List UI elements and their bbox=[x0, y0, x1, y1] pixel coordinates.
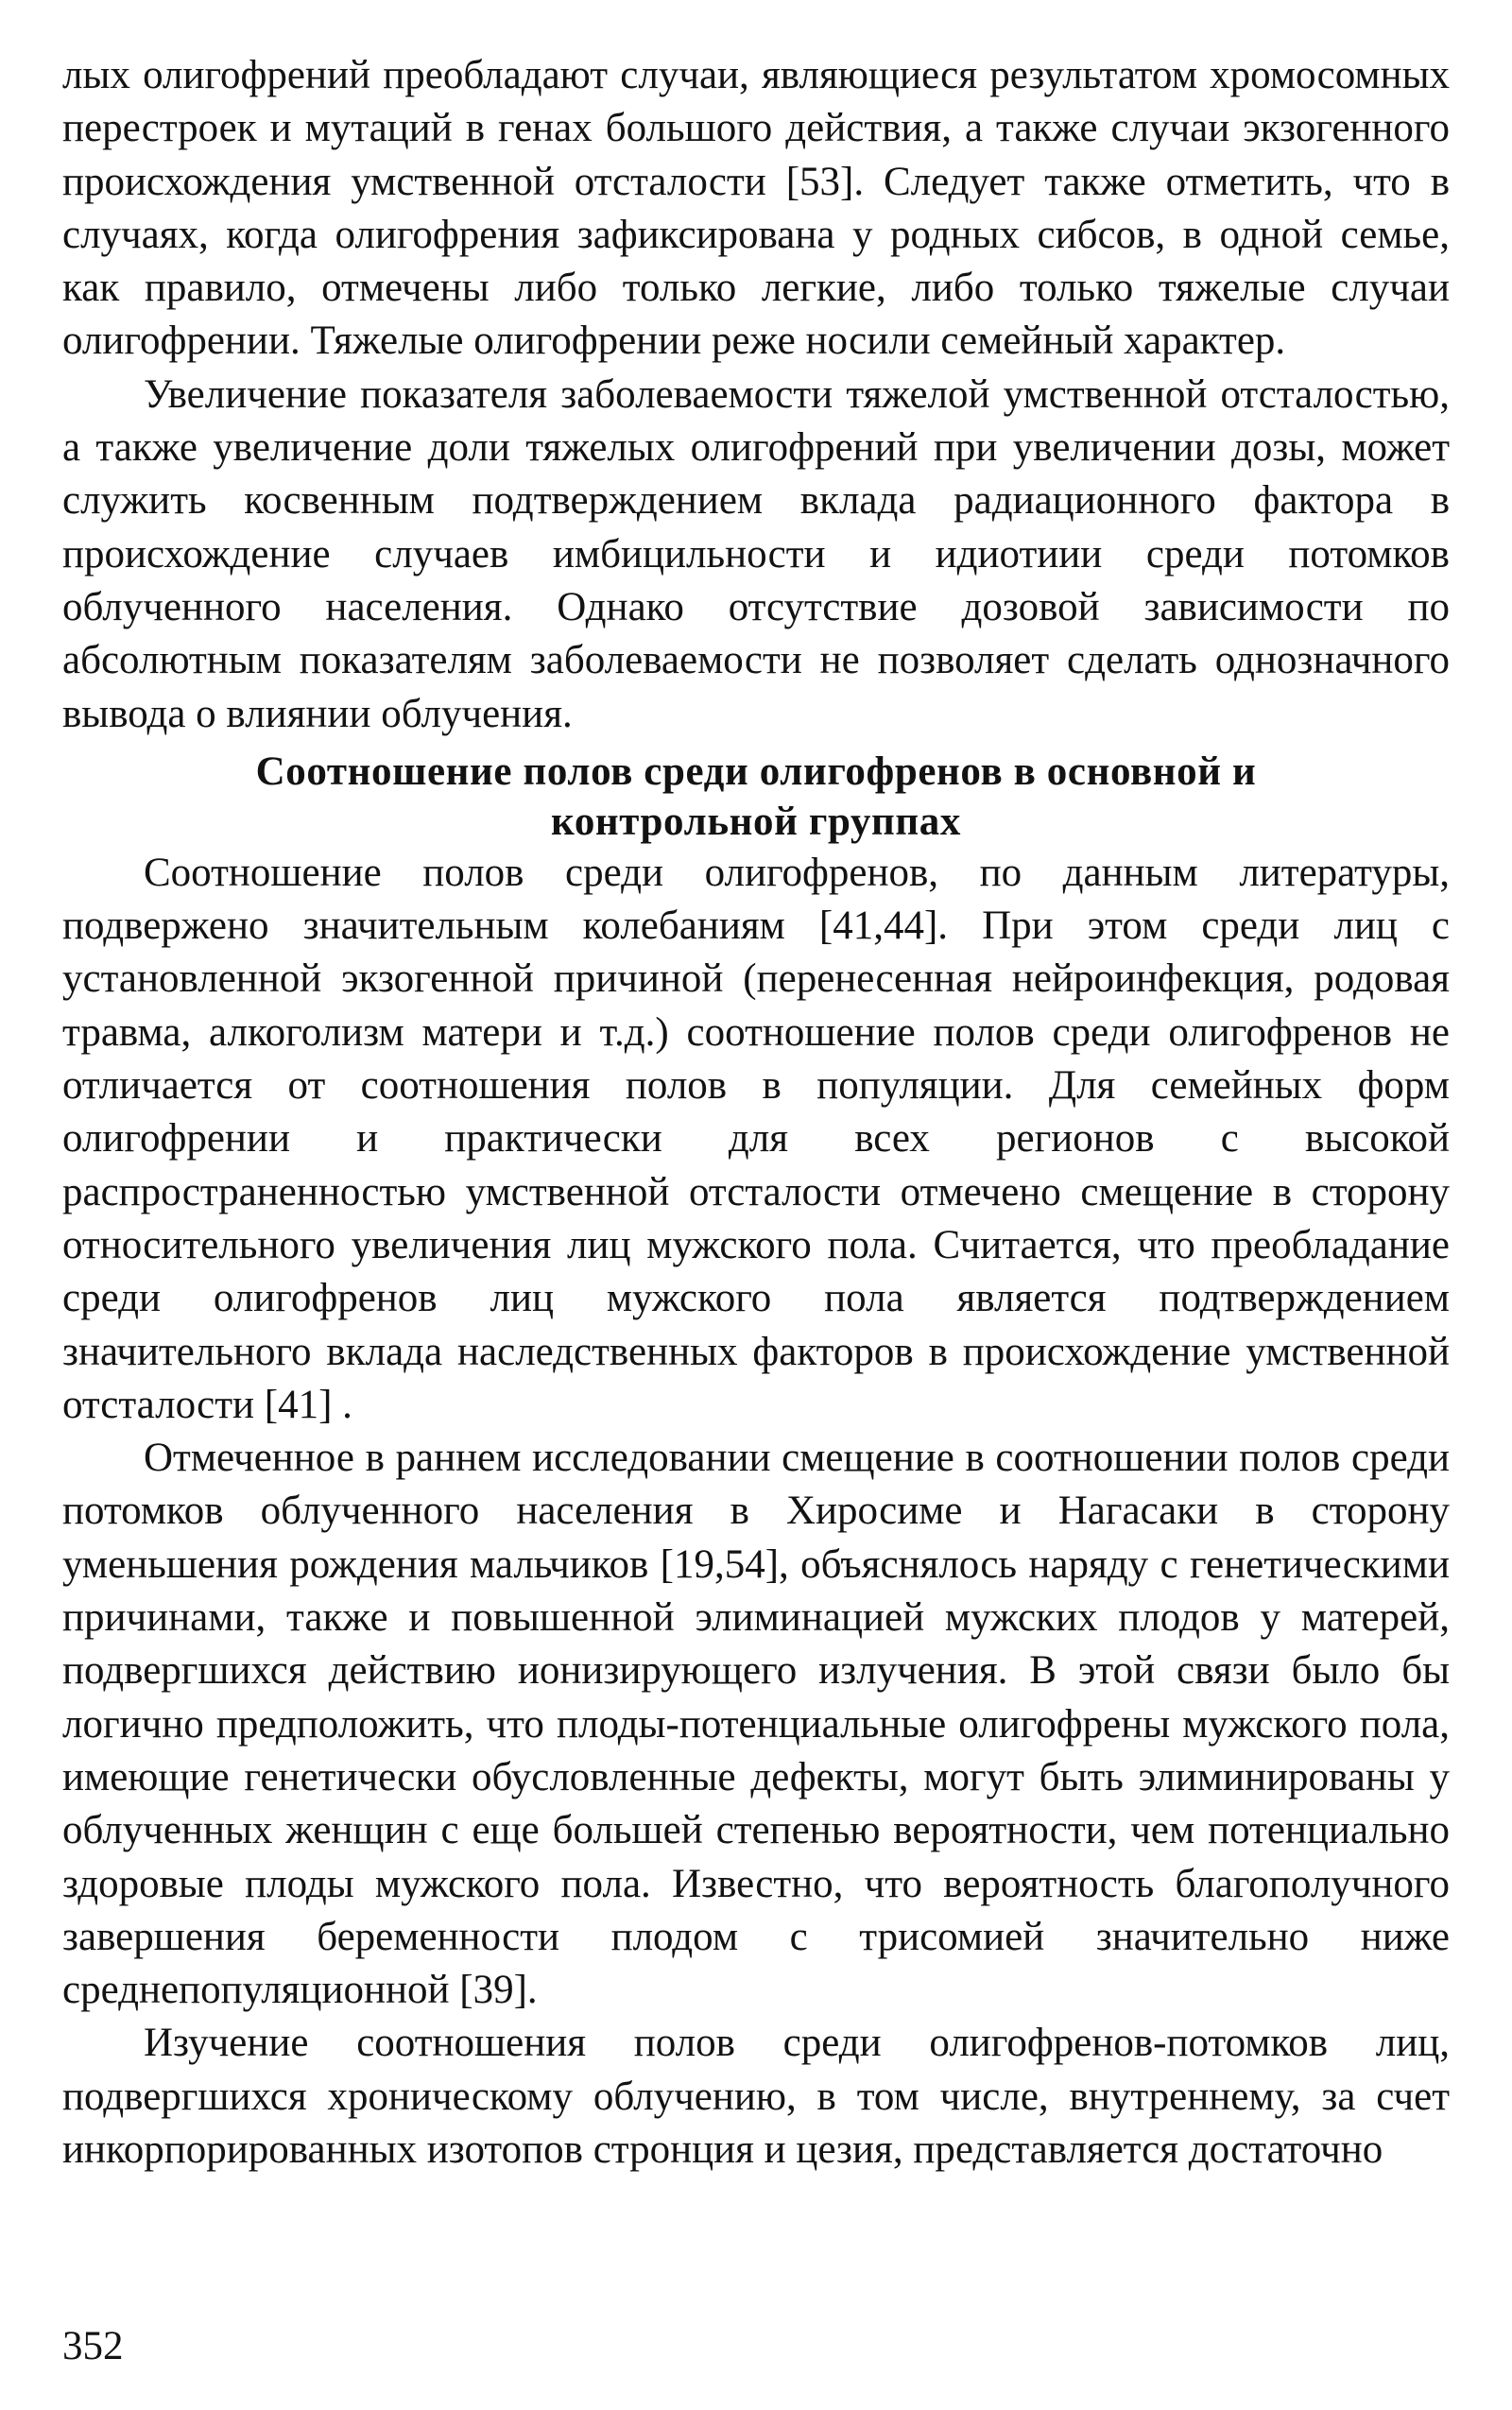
paragraph-dose-effect: Увеличение показателя заболеваемости тяжелой умственной отсталостью, а также увеличение доли тяжелых олигофрений при увеличении дозы, может служить косвенным подтверждением вклада радиационного фактора в происхождение случаев имбицильности и идиотиии среди потомков облученного населения. Однако отсутствие дозовой зависимости по абсолютным показателям заболеваемости не позволяет сделать однозначного вывода о влиянии облучения. bbox=[62, 371, 1450, 736]
section-heading bbox=[62, 747, 1450, 847]
paragraph-continuation: лых олигофрений преобладают случаи, являющиеся результатом хромосомных перестроек и мутаций в генах большого действия, а также случаи экзогенного происхождения умственной отсталости [53]. Следует также отметить, что в случаях, когда олигофрения зафиксирована у родных сибсов, в одной семье, как правило, отмечены либо только легкие, либо только тяжелые случаи олигофрении. Тяжелые олигофрении реже носили семейный характер. bbox=[62, 53, 1450, 364]
paragraph-sex-ratio-literature: Соотношение полов среди олигофренов, по данным литературы, подвержено значительным колебаниям [41,44]. При этом среди лиц с установленной экзогенной причиной (перенесенная нейроинфекция, родовая травма, алкоголизм матери и т.д.) соотношение полов среди олигофренов не отличается от соотношения полов в популяции. Для семейных форм олигофрении и практически для всех регионов с высокой распространенностью умственной отсталости отмечено смещение в сторону относительного увеличения лиц мужского пола. Считается, что преобладание среди олигофренов лиц мужского пола является подтверждением значительного вклада наследственных факторов в происхождение умственной отсталости [41] . bbox=[62, 850, 1450, 1427]
section-heading-line-1: Соотношение полов среди олигофренов в основной и bbox=[255, 749, 1257, 794]
paragraph-hiroshima-nagasaki: Отмеченное в раннем исследовании смещение в соотношении полов среди потомков облученного населения в Хиросиме и Нагасаки в сторону уменьшения рождения мальчиков [19,54], объяснялось наряду с генетическими причинами, также и повышенной элиминацией мужских плодов у матерей, подвергшихся действию ионизирующего излучения. В этой связи было бы логично предположить, что плоды-потенциальные олигофрены мужского пола, имеющие генетически обусловленные дефекты, могут быть элиминированы у облученных женщин с еще большей степенью вероятности, чем потенциально здоровые плоды мужского пола. Известно, что вероятность благополучного завершения беременности плодом с трисомией значительно ниже среднепопуляционной [39]. bbox=[62, 1436, 1450, 2013]
page-body bbox=[62, 49, 1450, 2177]
page-number: 352 bbox=[62, 2324, 124, 2368]
section-heading-line-2: контрольной группах bbox=[551, 799, 961, 844]
paragraph-chronic-exposure: Изучение соотношения полов среди олигофренов-потомков лиц, подвергшихся хроническому облучению, в том числе, внутреннему, за счет инкорпорированных изотопов стронция и цезия, представляется достаточно bbox=[62, 2021, 1450, 2172]
